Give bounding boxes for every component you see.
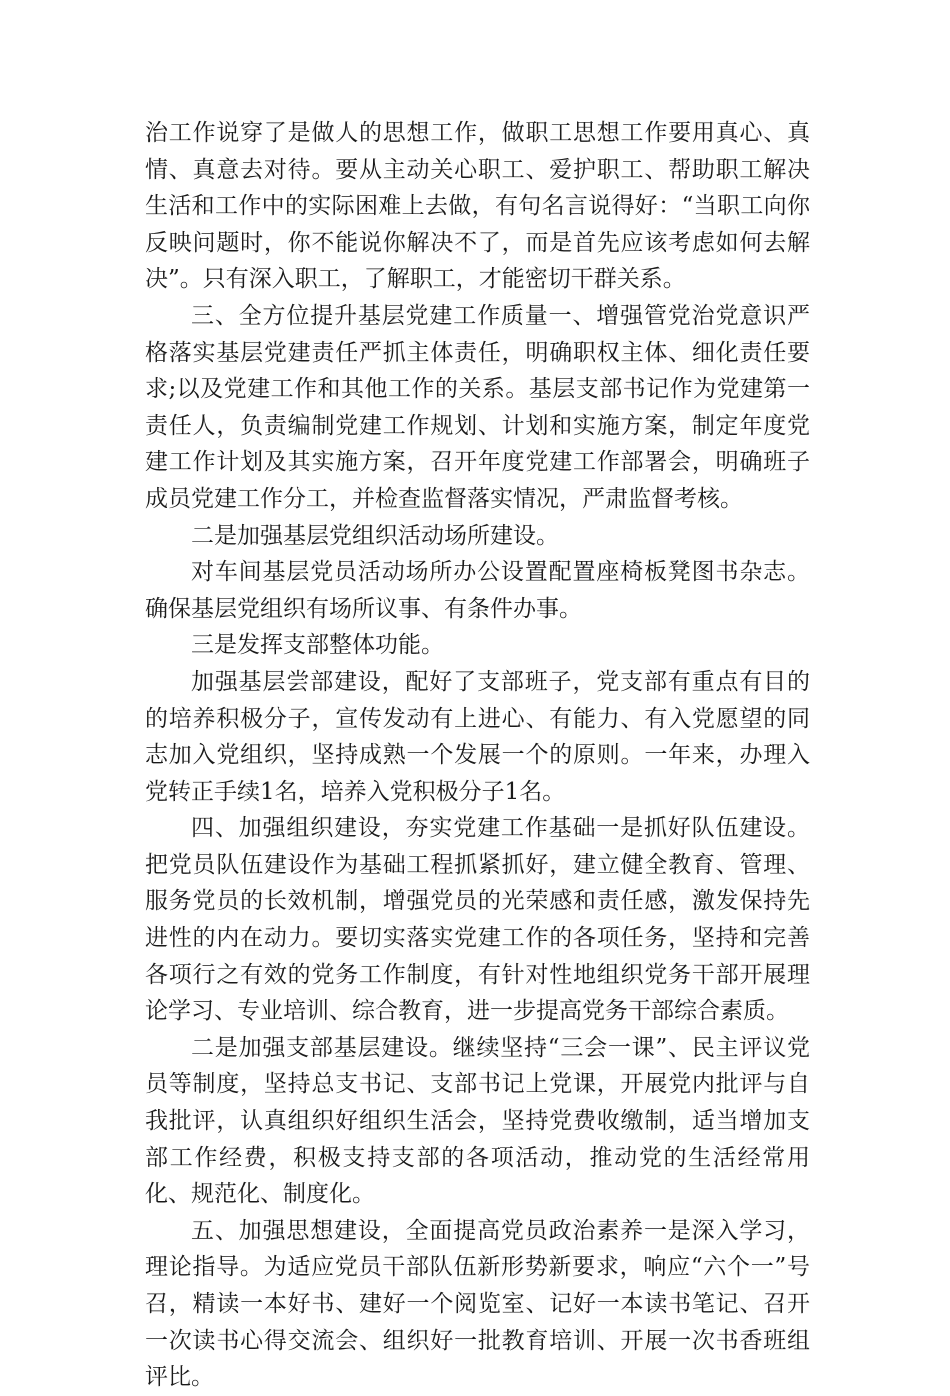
paragraph-7: 四、加强组织建设，夯实党建工作基础一是抓好队伍建设。把党员队伍建设作为基础工程抓紧抓好，建立健全教育、管理、服务党员的长效机制，增强党员的光荣感和责任感，激发保持先进性的内在动力。要切实落实党建工作的各项任务，坚持和完善各项行之有效的党务工作制度，有针对性地组织党务干部开展理论学习、专业培训、综合教育，进一步提高党务干部综合素质。 <box>145 815 810 1025</box>
paragraph-9: 五、加强思想建设，全面提高党员政治素养一是深入学习，理论指导。为适应党员干部队伍新形势新要求，响应“六个一”号召，精读一本好书、建好一个阅览室、记好一本读书笔记、召开一次读书心得交流会、组织好一批教育培训、开展一次书香班组评比。 <box>145 1217 810 1391</box>
paragraph-1: 治工作说穿了是做人的思想工作，做职工思想工作要用真心、真情、真意去对待。要从主动关心职工、爱护职工、帮助职工解决生活和工作中的实际困难上去做，有句名言说得好：“当职工向你反映问题时，你不能说你解决不了，而是首先应该考虑如何去解决”。只有深入职工，了解职工，才能密切干群关系。 <box>145 120 810 293</box>
paragraph-2: 三、全方位提升基层党建工作质量一、增强管党治党意识严格落实基层党建责任严抓主体责任，明确职权主体、细化责任要求;以及党建工作和其他工作的关系。基层支部书记作为党建第一责任人，负责编制党建工作规划、计划和实施方案，制定年度党建工作计划及其实施方案，召开年度党建工作部署会，明确班子成员党建工作分工，并检查监督落实情况，严肃监督考核。 <box>145 302 810 512</box>
paragraph-8: 二是加强支部基层建设。继续坚持“三会一课”、民主评议党员等制度，坚持总支书记、支部书记上党课，开展党内批评与自我批评，认真组织好组织生活会，坚持党费收缴制，适当增加支部工作经费，积极支持支部的各项活动，推动党的生活经常用化、规范化、制度化。 <box>145 1034 810 1208</box>
paragraph-5: 三是发挥支部整体功能。 <box>191 632 444 659</box>
paragraph-6: 加强基层尝部建设，配好了支部班子，党支部有重点有目的的培养积极分子，宣传发动有上进心、有能力、有入党愿望的同志加入党组织，坚持成熟一个发展一个的原则。一年来，办理入党转正手续1名，培养入党积极分子1名。 <box>145 668 810 805</box>
document-body <box>145 115 810 1396</box>
paragraph-3: 二是加强基层党组织活动场所建设。 <box>191 522 559 549</box>
paragraph-4: 对车间基层党员活动场所办公设置配置座椅板凳图书杂志。确保基层党组织有场所议事、有条件办事。 <box>145 559 810 622</box>
